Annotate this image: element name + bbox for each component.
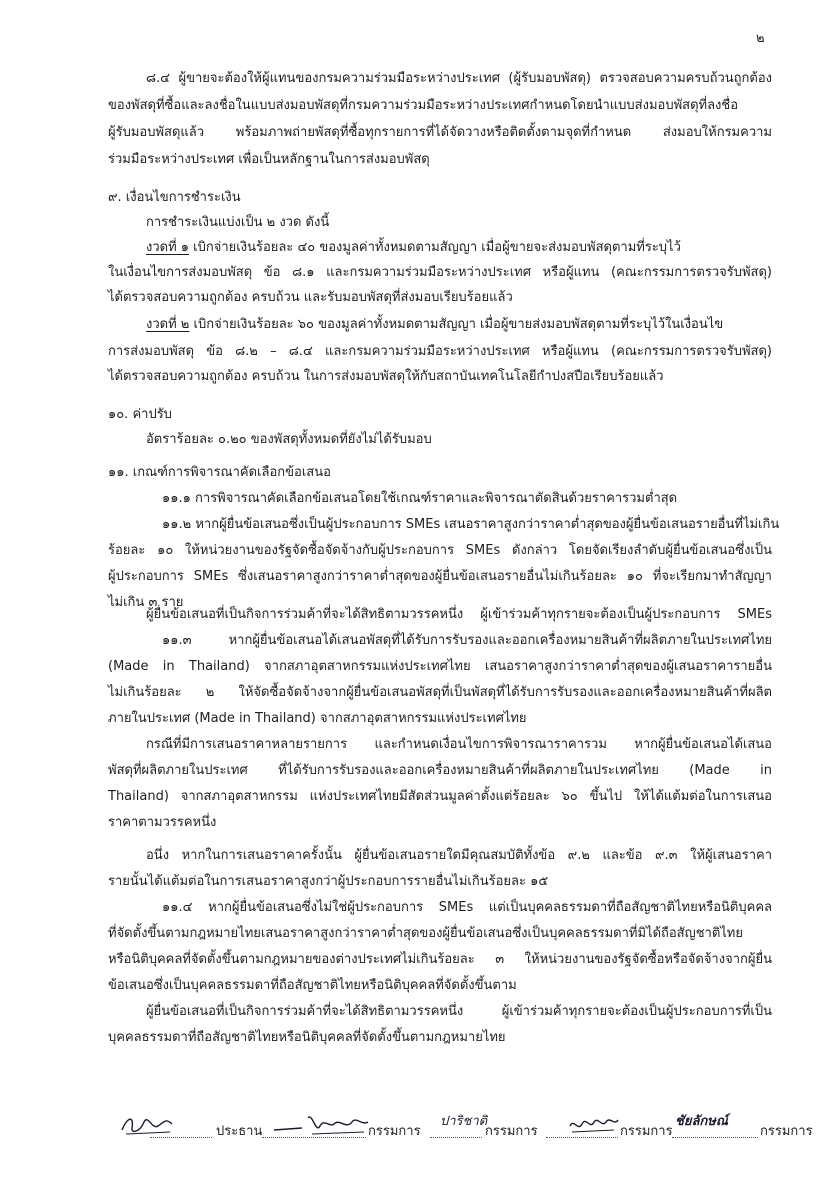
text-line: ภายในประเทศ (Made in Thailand) จากสภาอุตสาหกรรมแห่งประเทศไทย bbox=[108, 711, 527, 726]
text-line: ผู้ยื่นข้อเสนอที่เป็นกิจการร่วมค้าที่จะได้สิทธิตามวรรคหนึ่ง ผู้เข้าร่วมค้าทุกรายจะต้องเป็นผู้ประกอบการที่เป็น bbox=[146, 1004, 772, 1019]
text-line: ได้ตรวจสอบความถูกต้อง ครบถ้วน ในการส่งมอบพัสดุให้กับสถาบันเทคโนโลยีกำปงสปือเรียบร้อยแล้ว bbox=[108, 369, 664, 384]
text-line: ๑๑.๑ การพิจารณาคัดเลือกข้อเสนอโดยใช้เกณฑ์ราคาและพิจารณาตัดสินด้วยราคารวมต่ำสุด bbox=[162, 491, 678, 506]
page-number: ๒ bbox=[756, 31, 765, 46]
text-line: ๘.๔ ผู้ขายจะต้องให้ผู้แทนของกรมความร่วมมือระหว่างประเทศ (ผู้รับมอบพัสดุ) ตรวจสอบความครบถ้วนถูกต้อง bbox=[146, 71, 772, 86]
signature-line bbox=[546, 1137, 618, 1138]
text-line: กรณีที่มีการเสนอราคาหลายรายการ และกำหนดเงื่อนไขการพิจารณาราคารวม หากผู้ยื่นข้อเสนอได้เสนอ bbox=[146, 737, 772, 752]
signature-member-4: ชัยลักษณ์ bbox=[675, 1114, 728, 1129]
text-line: Thailand) จากสภาอุตสาหกรรม แห่งประเทศไทยมีสัดส่วนมูลค่าตั้งแต่ร้อยละ ๖๐ ขึ้นไป ให้ได้แต้มต่อในการเสนอ bbox=[108, 789, 772, 804]
text-line: ผู้ยื่นข้อเสนอที่เป็นกิจการร่วมค้าที่จะได้สิทธิตามวรรคหนึ่ง ผู้เข้าร่วมค้าทุกรายจะต้องเป็นผู้ประกอบการ SMEs bbox=[146, 607, 772, 622]
text-line: (Made in Thailand) จากสภาอุตสาหกรรมแห่งประเทศไทย เสนอราคาสูงกว่าราคาต่ำสุดของผู้เสนอราคารายอื่น bbox=[108, 659, 772, 674]
signature-member-1 bbox=[272, 1108, 372, 1138]
text-line: ๑๑.๒ หากผู้ยื่นข้อเสนอซึ่งเป็นผู้ประกอบการ SMEs เสนอราคาสูงกว่าราคาต่ำสุดของผู้ยื่นข้อเสนอรายอื่นที่ไม่เกิน bbox=[162, 517, 780, 532]
text-line: พัสดุที่ผลิตภายในประเทศ ที่ได้รับการรับรองและออกเครื่องหมายสินค้าที่ผลิตภายในประเทศไทย (Made in bbox=[108, 763, 772, 778]
installment-label: งวดที่ ๑ bbox=[146, 240, 190, 255]
section-heading: ๙. เงื่อนไขการชำระเงิน bbox=[108, 190, 241, 205]
text-line: ที่จัดตั้งขึ้นตามกฎหมายไทยเสนอราคาสูงกว่าราคาต่ำสุดของผู้ยื่นข้อเสนอซึ่งเป็นบุคคลธรรมดาที่มิได้ถือสัญชาติไทย bbox=[108, 926, 743, 941]
text-line-rest: เบิกจ่ายเงินร้อยละ ๖๐ ของมูลค่าทั้งหมดตามสัญญา เมื่อผู้ขายส่งมอบพัสดุตามที่ระบุไว้ในเงื่อนไข bbox=[189, 317, 724, 332]
installment-label: งวดที่ ๒ bbox=[146, 317, 190, 332]
text-line bbox=[146, 314, 723, 336]
text-line: การชำระเงินแบ่งเป็น ๒ งวด ดังนี้ bbox=[146, 215, 330, 230]
text-line: ๑๑.๔ หากผู้ยื่นข้อเสนอซึ่งไม่ใช่ผู้ประกอบการ SMEs แต่เป็นบุคคลธรรมดาที่ถือสัญชาติไทยหรือนิติบุคคล bbox=[162, 900, 772, 915]
text-line: ผู้รับมอบพัสดุแล้ว พร้อมภาพถ่ายพัสดุที่ซื้อทุกรายการที่ได้จัดวางหรือติดตั้งตามจุดที่กำหนด ส่งมอบให้กรมความ bbox=[108, 125, 772, 140]
text-line: ราคาตามวรรคหนึ่ง bbox=[108, 815, 217, 830]
text-line: ร่วมมือระหว่างประเทศ เพื่อเป็นหลักฐานในการส่งมอบพัสดุ bbox=[108, 152, 430, 167]
member-label: กรรมการ bbox=[760, 1124, 813, 1139]
text-line: ข้อเสนอซึ่งเป็นบุคคลธรรมดาที่ถือสัญชาติไทยหรือนิติบุคคลที่จัดตั้งขึ้นตาม bbox=[108, 978, 517, 993]
text-line: ได้ตรวจสอบความถูกต้อง ครบถ้วน และรับมอบพัสดุที่ส่งมอบเรียบร้อยแล้ว bbox=[108, 290, 513, 305]
text-line bbox=[146, 237, 681, 259]
member-label: กรรมการ bbox=[368, 1124, 421, 1139]
text-line: หรือนิติบุคคลที่จัดตั้งขึ้นตามกฎหมายของต่างประเทศไม่เกินร้อยละ ๓ ให้หน่วยงานของรัฐจัดซื้อหรือจัดจ้างจากผู้ยื่น bbox=[108, 952, 772, 967]
section-heading: ๑๐. ค่าปรับ bbox=[108, 407, 172, 422]
text-line-rest: เบิกจ่ายเงินร้อยละ ๔๐ ของมูลค่าทั้งหมดตามสัญญา เมื่อผู้ขายจะส่งมอบพัสดุตามที่ระบุไว้ bbox=[189, 240, 681, 255]
signature-line bbox=[262, 1137, 366, 1138]
signature-chair bbox=[118, 1108, 178, 1138]
text-line: บุคคลธรรมดาที่ถือสัญชาติไทยหรือนิติบุคคลที่จัดตั้งขึ้นตามกฎหมายไทย bbox=[108, 1030, 506, 1045]
text-line: ในเงื่อนไขการส่งมอบพัสดุ ข้อ ๘.๑ และกรมความร่วมมือระหว่างประเทศ หรือผู้แทน (คณะกรรมการตรวจรับพัสดุ) bbox=[108, 265, 772, 280]
text-line: ร้อยละ ๑๐ ให้หน่วยงานของรัฐจัดซื้อจัดจ้างกับผู้ประกอบการ SMEs ดังกล่าว โดยจัดเรียงลำดับผู้ยื่นข้อเสนอซึ่งเป็น bbox=[108, 543, 772, 558]
signature-line bbox=[150, 1137, 212, 1138]
signature-member-2: ปาริชาติ bbox=[440, 1114, 488, 1129]
text-line: รายนั้นได้แต้มต่อในการเสนอราคาสูงกว่าผู้ประกอบการรายอื่นไม่เกินร้อยละ ๑๕ bbox=[108, 874, 549, 889]
text-line: ๑๑.๓ หากผู้ยื่นข้อเสนอได้เสนอพัสดุที่ได้รับการรับรองและออกเครื่องหมายสินค้าที่ผลิตภายในประเทศไทย bbox=[162, 633, 772, 648]
text-line: การส่งมอบพัสดุ ข้อ ๘.๒ – ๘.๔ และกรมความร่วมมือระหว่างประเทศ หรือผู้แทน (คณะกรรมการตรวจรับพัสดุ) bbox=[108, 344, 772, 359]
chair-label: ประธาน bbox=[216, 1124, 263, 1139]
section-heading: ๑๑. เกณฑ์การพิจารณาคัดเลือกข้อเสนอ bbox=[108, 465, 331, 480]
text-line: ผู้ประกอบการ SMEs ซึ่งเสนอราคาสูงกว่าราคาต่ำสุดของผู้ยื่นข้อเสนอรายอื่นไม่เกินร้อยละ ๑๐ ที่จะเรียกมาทำสัญญา bbox=[108, 569, 772, 584]
signature-member-3 bbox=[566, 1108, 622, 1138]
text-line: อัตราร้อยละ ๐.๒๐ ของพัสดุทั้งหมดที่ยังไม่ได้รับมอบ bbox=[146, 432, 432, 447]
signature-line bbox=[430, 1137, 482, 1138]
signature-line bbox=[672, 1137, 758, 1138]
text-line: ไม่เกินร้อยละ ๒ ให้จัดซื้อจัดจ้างจากผู้ยื่นข้อเสนอพัสดุที่เป็นพัสดุที่ได้รับการรับรองและออกเครื่องหมายสินค้าที่ผลิต bbox=[108, 685, 772, 700]
text-line: ของพัสดุที่ซื้อและลงชื่อในแบบส่งมอบพัสดุที่กรมความร่วมมือระหว่างประเทศกำหนดโดยนำแบบส่งมอบพัสดุที่ลงชื่อ bbox=[108, 98, 739, 113]
member-label: กรรมการ bbox=[485, 1124, 538, 1139]
text-line: ไม่เกิน ๓ ราย bbox=[108, 595, 184, 610]
member-label: กรรมการ bbox=[620, 1124, 673, 1139]
text-line: อนึ่ง หากในการเสนอราคาครั้งนั้น ผู้ยื่นข้อเสนอรายใดมีคุณสมบัติทั้งข้อ ๙.๒ และข้อ ๙.๓ ให้ผู้เสนอราคา bbox=[146, 848, 772, 863]
